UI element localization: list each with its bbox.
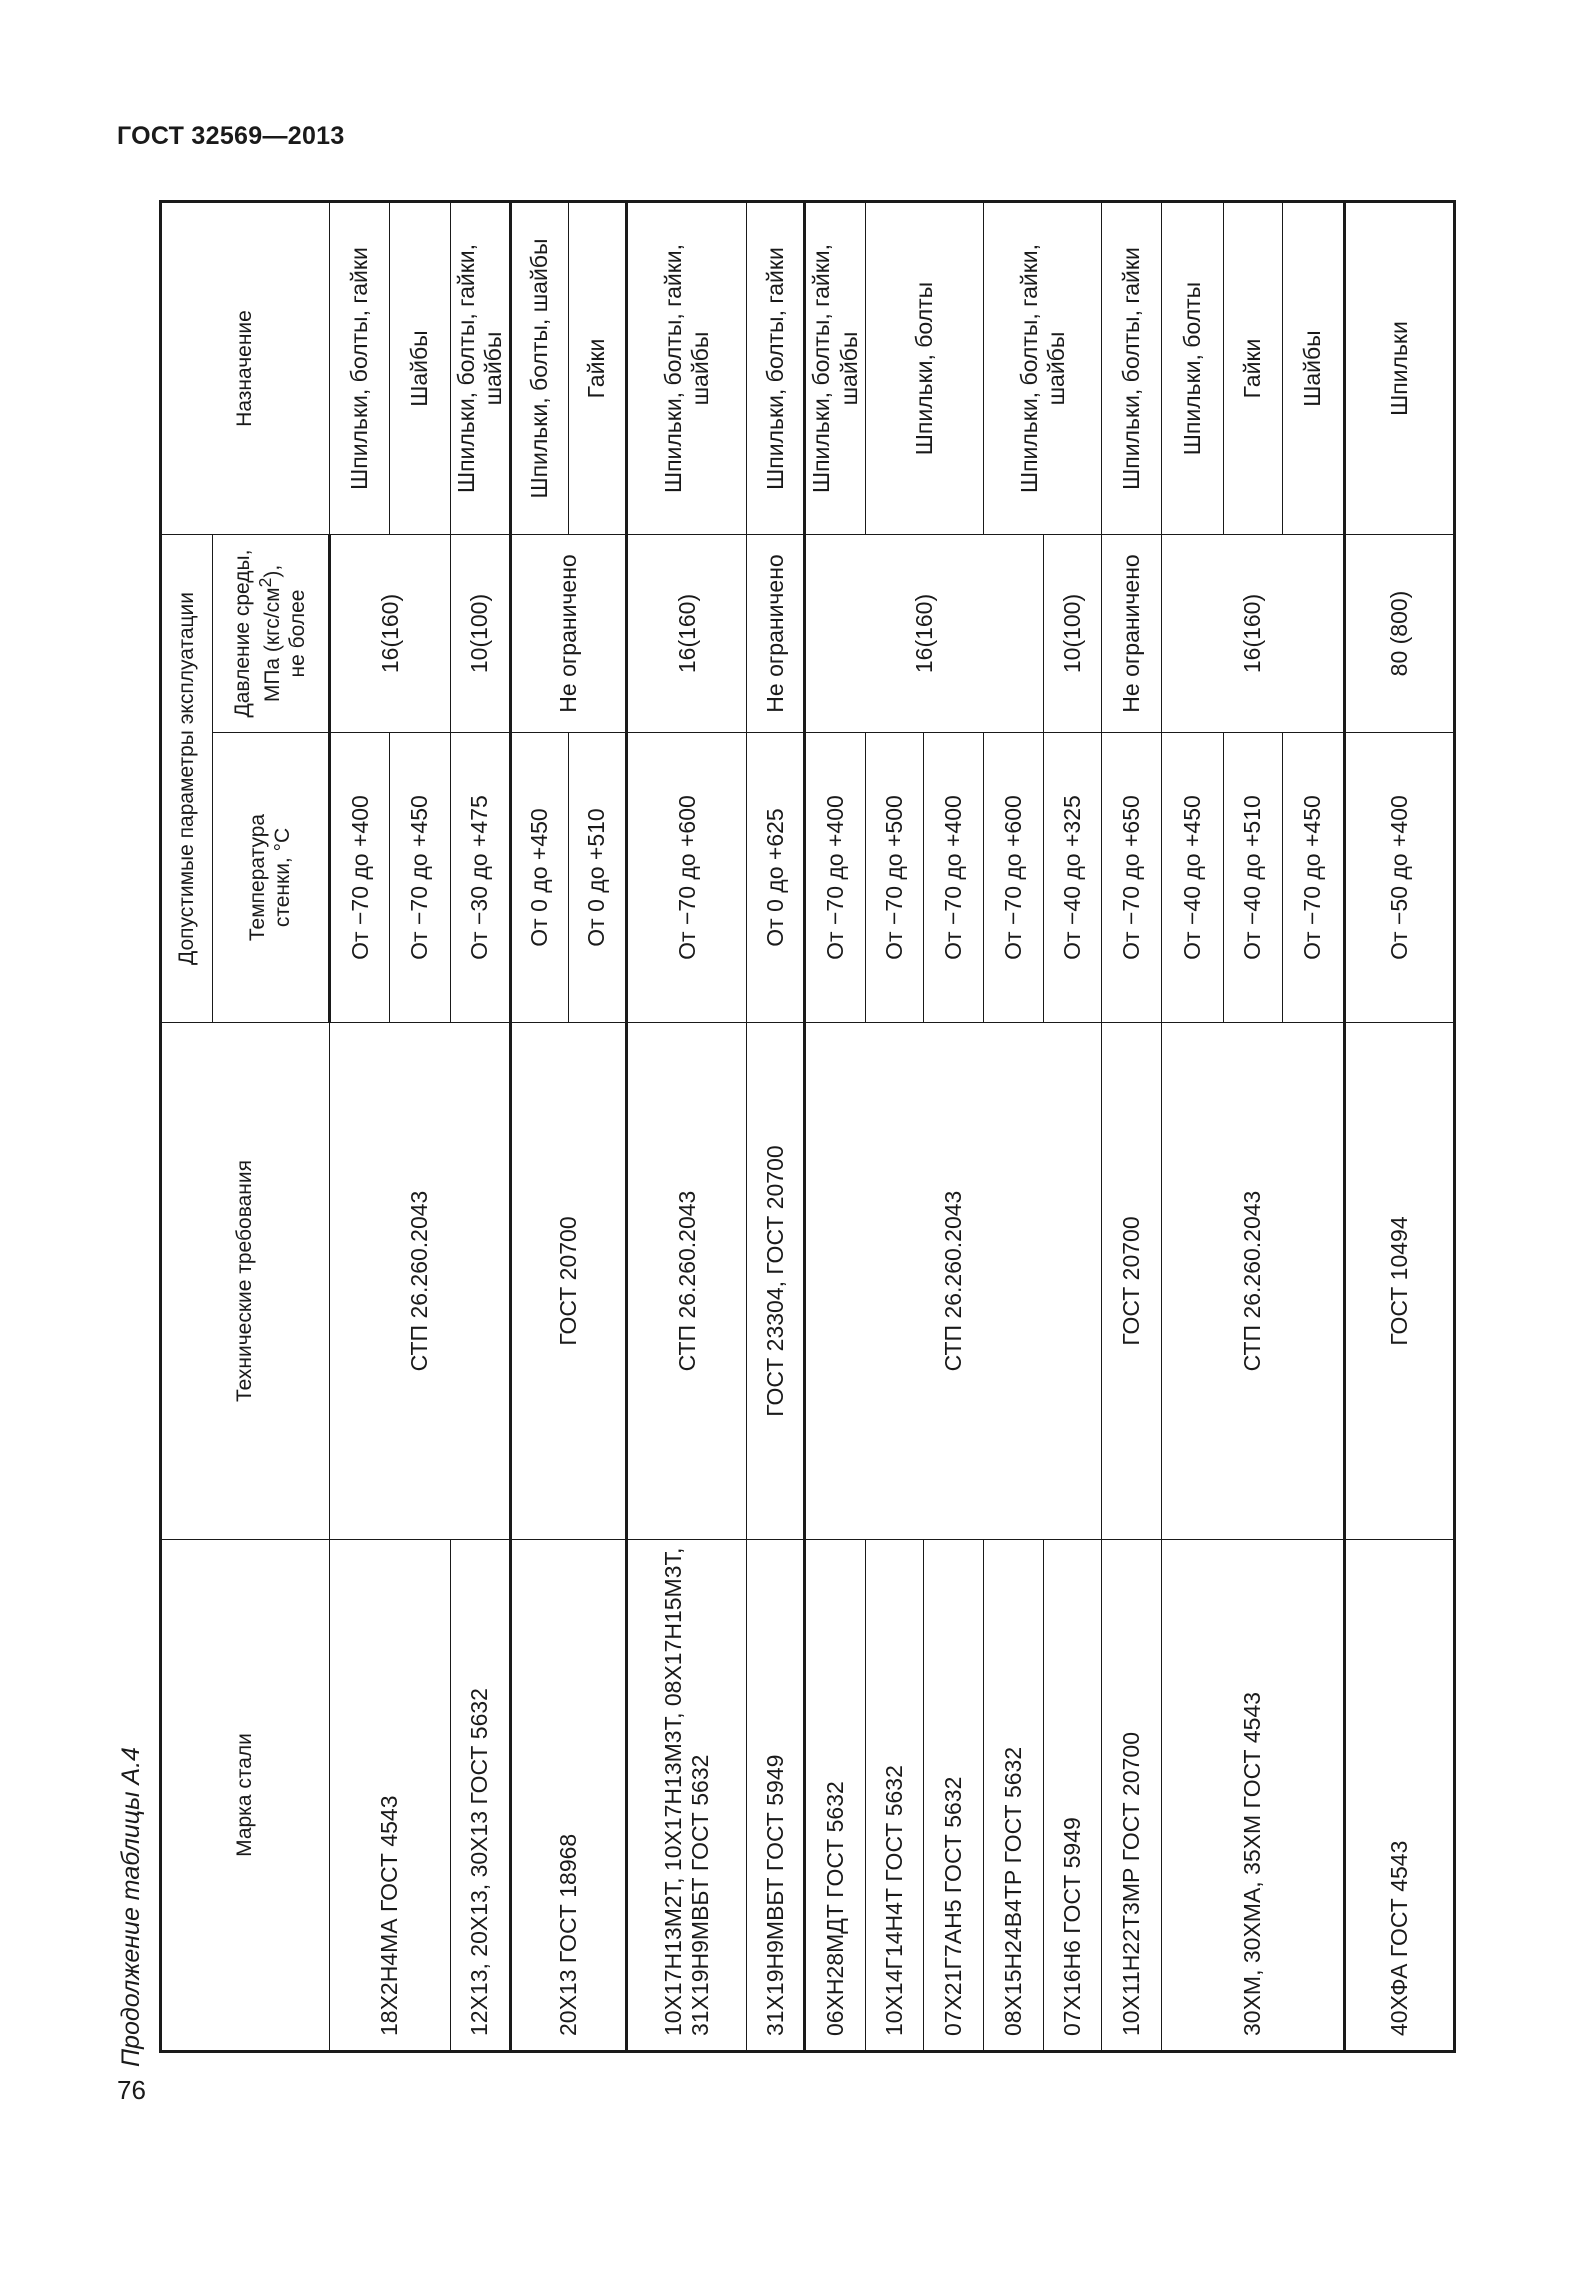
- grade-cell: 18Х2Н4МА ГОСТ 4543: [330, 1540, 450, 2052]
- purpose-cell: Шпильки, болты, гайки: [330, 202, 390, 535]
- grade-cell: 10Х14Г14Н4Т ГОСТ 5632: [865, 1540, 923, 2052]
- header-params: Допустимые параметры эксплуатации: [161, 535, 213, 1023]
- pressure-cell: 10(100): [1044, 535, 1102, 733]
- temp-cell: От −70 до +400: [330, 733, 390, 1023]
- grade-cell: 07Х16Н6 ГОСТ 5949: [1044, 1540, 1102, 2052]
- purpose-cell: Шпильки, болты, гайки: [747, 202, 805, 535]
- header-tech: Технические требования: [161, 1023, 330, 1540]
- purpose-cell: Шпильки, болты: [865, 202, 983, 535]
- purpose-cell: Шпильки, болты, гайки, шайбы: [805, 202, 865, 535]
- table-row: [627, 202, 747, 2052]
- temp-cell: От 0 до +450: [510, 733, 568, 1023]
- temp-cell: От −50 до +400: [1344, 733, 1454, 1023]
- table-row: [1162, 202, 1224, 2052]
- pressure-cell: 80 (800): [1344, 535, 1454, 733]
- purpose-cell: Шайбы: [390, 202, 450, 535]
- table-row: [1102, 202, 1162, 2052]
- temp-cell: От −70 до +450: [1282, 733, 1344, 1023]
- temp-cell: От −70 до +600: [627, 733, 747, 1023]
- tech-cell: ГОСТ 23304, ГОСТ 20700: [747, 1023, 805, 1540]
- table-row: [747, 202, 805, 2052]
- temp-cell: От −40 до +325: [1044, 733, 1102, 1023]
- tech-cell: ГОСТ 10494: [1344, 1023, 1454, 1540]
- grade-cell: 06ХН28МДТ ГОСТ 5632: [805, 1540, 865, 2052]
- pressure-cell: Не ограничено: [510, 535, 626, 733]
- temp-cell: От −70 до +450: [390, 733, 450, 1023]
- tech-cell: ГОСТ 20700: [1102, 1023, 1162, 1540]
- table-row: [510, 202, 568, 2052]
- grade-cell: 20Х13 ГОСТ 18968: [510, 1540, 626, 2052]
- purpose-cell: Шпильки, болты, гайки, шайбы: [627, 202, 747, 535]
- tech-cell: ГОСТ 20700: [510, 1023, 626, 1540]
- temp-cell: От −70 до +400: [923, 733, 983, 1023]
- grade-cell: 40ХФА ГОСТ 4543: [1344, 1540, 1454, 2052]
- grade-cell: 07Х21Г7АН5 ГОСТ 5632: [923, 1540, 983, 2052]
- pressure-cell: 16(160): [1162, 535, 1344, 733]
- temp-cell: От −40 до +450: [1162, 733, 1224, 1023]
- header-pressure: Давление среды, МПа $(кгс/см^2)$, не более: [213, 535, 330, 733]
- purpose-cell: Шпильки, болты, шайбы: [510, 202, 568, 535]
- purpose-cell: Гайки: [1224, 202, 1282, 535]
- temp-cell: От −70 до +500: [865, 733, 923, 1023]
- tech-cell: СТП 26.260.2043: [330, 1023, 511, 1540]
- grade-cell: 30ХМ, 30ХМА, 35ХМ ГОСТ 4543: [1162, 1540, 1344, 2052]
- purpose-cell: Гайки: [569, 202, 627, 535]
- temp-cell: От 0 до +510: [569, 733, 627, 1023]
- pressure-cell: Не ограничено: [747, 535, 805, 733]
- temp-cell: От −70 до +650: [1102, 733, 1162, 1023]
- grade-cell: 10Х11Н22Т3МР ГОСТ 20700: [1102, 1540, 1162, 2052]
- grade-cell: 31Х19Н9МВБТ ГОСТ 5949: [747, 1540, 805, 2052]
- pressure-cell: 16(160): [805, 535, 1044, 733]
- purpose-cell: Шайбы: [1282, 202, 1344, 535]
- tech-cell: СТП 26.260.2043: [627, 1023, 747, 1540]
- temp-cell: От −30 до +475: [450, 733, 510, 1023]
- purpose-cell: Шпильки: [1344, 202, 1454, 535]
- table-row: [805, 202, 865, 2052]
- header-purpose: Назначение: [161, 202, 330, 535]
- document-header: ГОСТ 32569—2013: [117, 122, 345, 150]
- page-number: 76: [117, 2075, 146, 2105]
- temp-cell: От −40 до +510: [1224, 733, 1282, 1023]
- pressure-cell: 10(100): [450, 535, 510, 733]
- table-row: [1344, 202, 1454, 2052]
- grade-cell: 12Х13, 20Х13, 30Х13 ГОСТ 5632: [450, 1540, 510, 2052]
- header-temp: Температура стенки, °С: [213, 733, 330, 1023]
- temp-cell: От −70 до +600: [984, 733, 1044, 1023]
- pressure-cell: Не ограничено: [1102, 535, 1162, 733]
- steel-grades-table: [159, 200, 1456, 2053]
- purpose-cell: Шпильки, болты, гайки, шайбы: [450, 202, 510, 535]
- pressure-cell: 16(160): [627, 535, 747, 733]
- purpose-cell: Шпильки, болты, гайки: [1102, 202, 1162, 535]
- table-caption: Продолжение таблицы А.4: [117, 1747, 145, 2067]
- pressure-cell: 16(160): [330, 535, 450, 733]
- purpose-cell: Шпильки, болты, гайки, шайбы: [984, 202, 1102, 535]
- temp-cell: От 0 до +625: [747, 733, 805, 1023]
- purpose-cell: Шпильки, болты: [1162, 202, 1224, 535]
- grade-cell: 08Х15Н24В4ТР ГОСТ 5632: [984, 1540, 1044, 2052]
- grade-cell: 10Х17Н13М2Т, 10Х17Н13М3Т, 08Х17Н15М3Т, 31Х19Н9МВБТ ГОСТ 5632: [627, 1540, 747, 2052]
- table-row: [330, 202, 390, 2052]
- tech-cell: СТП 26.260.2043: [1162, 1023, 1344, 1540]
- header-grade: Марка стали: [161, 1540, 330, 2052]
- temp-cell: От −70 до +400: [805, 733, 865, 1023]
- rotated-table-block: [104, 223, 1412, 2073]
- tech-cell: СТП 26.260.2043: [805, 1023, 1102, 1540]
